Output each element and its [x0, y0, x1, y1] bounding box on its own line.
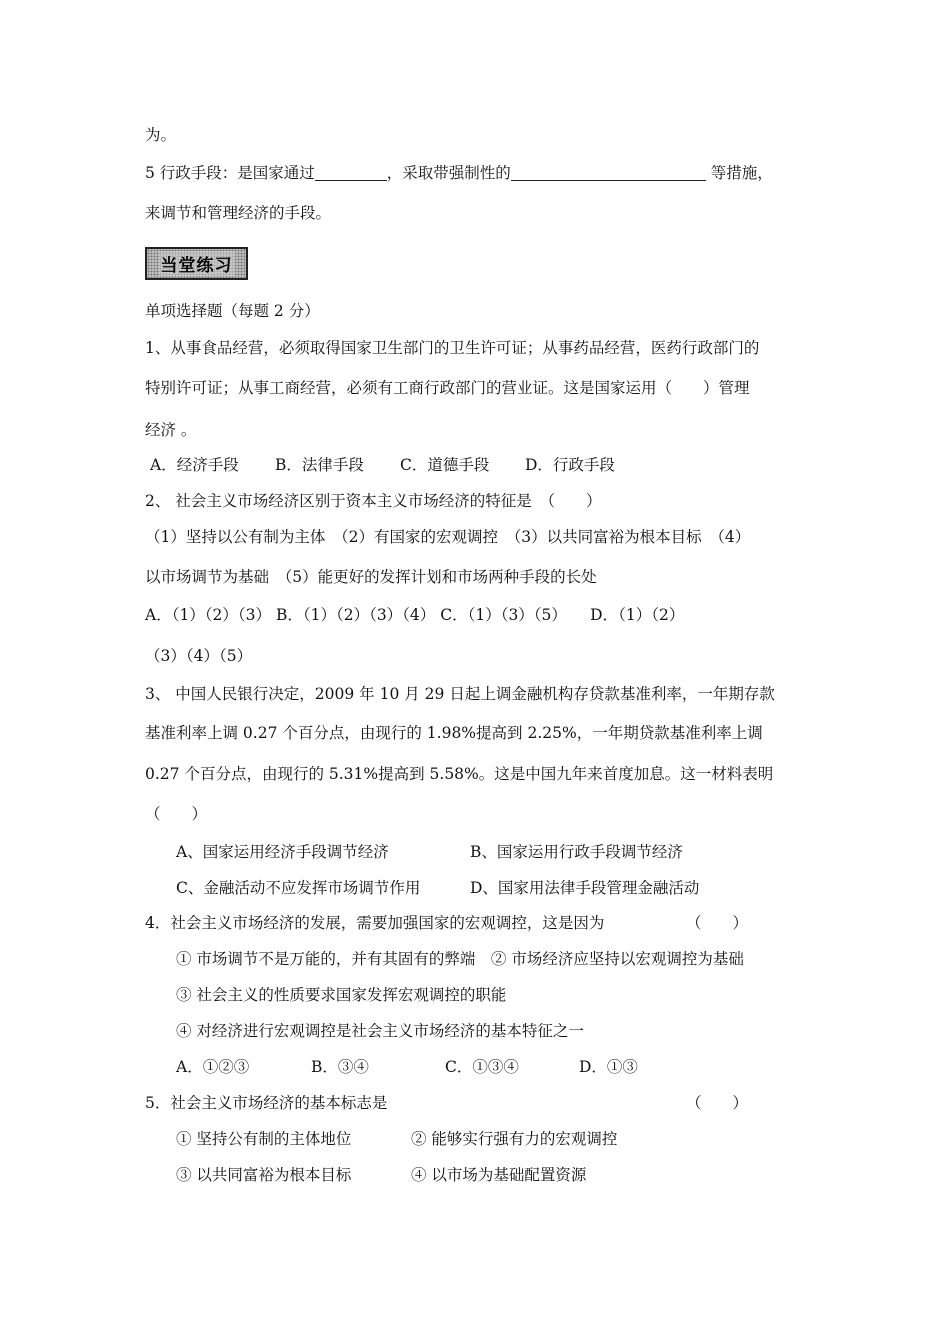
- option: C、金融活动不应发挥市场调节作用: [176, 879, 421, 897]
- option: C．道德手段: [400, 456, 490, 474]
- question-2-line: A．（1）（2）（3） B．（1）（2）（3）（4） C．（1）（3）（5） D．（1）（2）: [145, 606, 685, 624]
- question-4-item: ③ 社会主义的性质要求国家发挥宏观调控的职能: [176, 986, 507, 1004]
- option: B、国家运用行政手段调节经济: [470, 843, 683, 861]
- question-3-line: 0.27 个百分点，由现行的 5.31%提高到 5.58%。这是中国九年来首度加息。这一材料表明: [145, 765, 774, 783]
- question-1-options: [150, 455, 615, 475]
- question-3-line: 3、 中国人民银行决定，2009 年 10 月 29 日起上调金融机构存贷款基准利率，一年期存款: [145, 685, 775, 703]
- question-2-line: 以市场调节为基础 （5）能更好的发挥计划和市场两种手段的长处: [145, 568, 597, 586]
- question-1-line: 特别许可证；从事工商经营，必须有工商行政部门的营业证。这是国家运用（ ）管理: [145, 379, 750, 397]
- text-line: [145, 163, 773, 183]
- section-badge: [145, 247, 248, 280]
- question-2-line: 2、 社会主义市场经济区别于资本主义市场经济的特征是 （ ）: [145, 492, 602, 510]
- text-line: 为。: [145, 126, 177, 144]
- answer-paren: （ ）: [686, 1094, 749, 1112]
- option: B．③④: [311, 1058, 369, 1076]
- question-3-line: （ ）: [145, 805, 208, 823]
- fill-blank: [315, 164, 387, 181]
- text-line: 来调节和管理经济的手段。: [145, 204, 332, 222]
- question-3-line: 基准利率上调 0.27 个百分点，由现行的 1.98%提高到 2.25%，一年期贷款基准利率上调: [145, 724, 763, 742]
- question-4-item: ① 市场调节不是万能的，并有其固有的弊端 ② 市场经济应坚持以宏观调控为基础: [176, 950, 744, 968]
- option: C．①③④: [445, 1058, 519, 1076]
- question-4-stem: 4．社会主义市场经济的发展，需要加强国家的宏观调控，这是因为: [145, 914, 605, 932]
- question-1-line: 1、从事食品经营，必须取得国家卫生部门的卫生许可证；从事药品经营，医药行政部门的: [145, 339, 760, 357]
- question-5-stem: 5．社会主义市场经济的基本标志是: [145, 1094, 388, 1112]
- question-1-line: 经济 。: [145, 421, 197, 439]
- text-fragment: 等措施，: [705, 164, 773, 182]
- option: A．经济手段: [150, 456, 239, 474]
- fill-blank: [511, 164, 706, 181]
- option: A．①②③: [176, 1058, 250, 1076]
- question-5-item: ③ 以共同富裕为根本目标: [176, 1166, 352, 1184]
- answer-paren: （ ）: [686, 914, 749, 932]
- question-4-item: ④ 对经济进行宏观调控是社会主义市场经济的基本特征之一: [176, 1022, 584, 1040]
- section-badge-label: 当堂练习: [159, 251, 235, 276]
- section-heading: 单项选择题（每题 2 分）: [145, 302, 320, 320]
- question-5-item: ④ 以市场为基础配置资源: [411, 1166, 587, 1184]
- question-5-item: ② 能够实行强有力的宏观调控: [411, 1130, 618, 1148]
- option: D、国家用法律手段管理金融活动: [470, 879, 700, 897]
- text-fragment: ，采取带强制性的: [386, 164, 511, 182]
- question-2-line: （3）（4）（5）: [145, 647, 253, 665]
- option: D．行政手段: [525, 456, 615, 474]
- question-2-line: （1）坚持以公有制为主体 （2）有国家的宏观调控 （3）以共同富裕为根本目标 （4）: [145, 528, 751, 546]
- option: D．①③: [579, 1058, 638, 1076]
- text-fragment: 5 行政手段：是国家通过: [145, 164, 315, 182]
- question-5-item: ① 坚持公有制的主体地位: [176, 1130, 352, 1148]
- option: A、国家运用经济手段调节经济: [176, 843, 389, 861]
- question-4-options: [176, 1057, 638, 1077]
- option: B．法律手段: [275, 456, 364, 474]
